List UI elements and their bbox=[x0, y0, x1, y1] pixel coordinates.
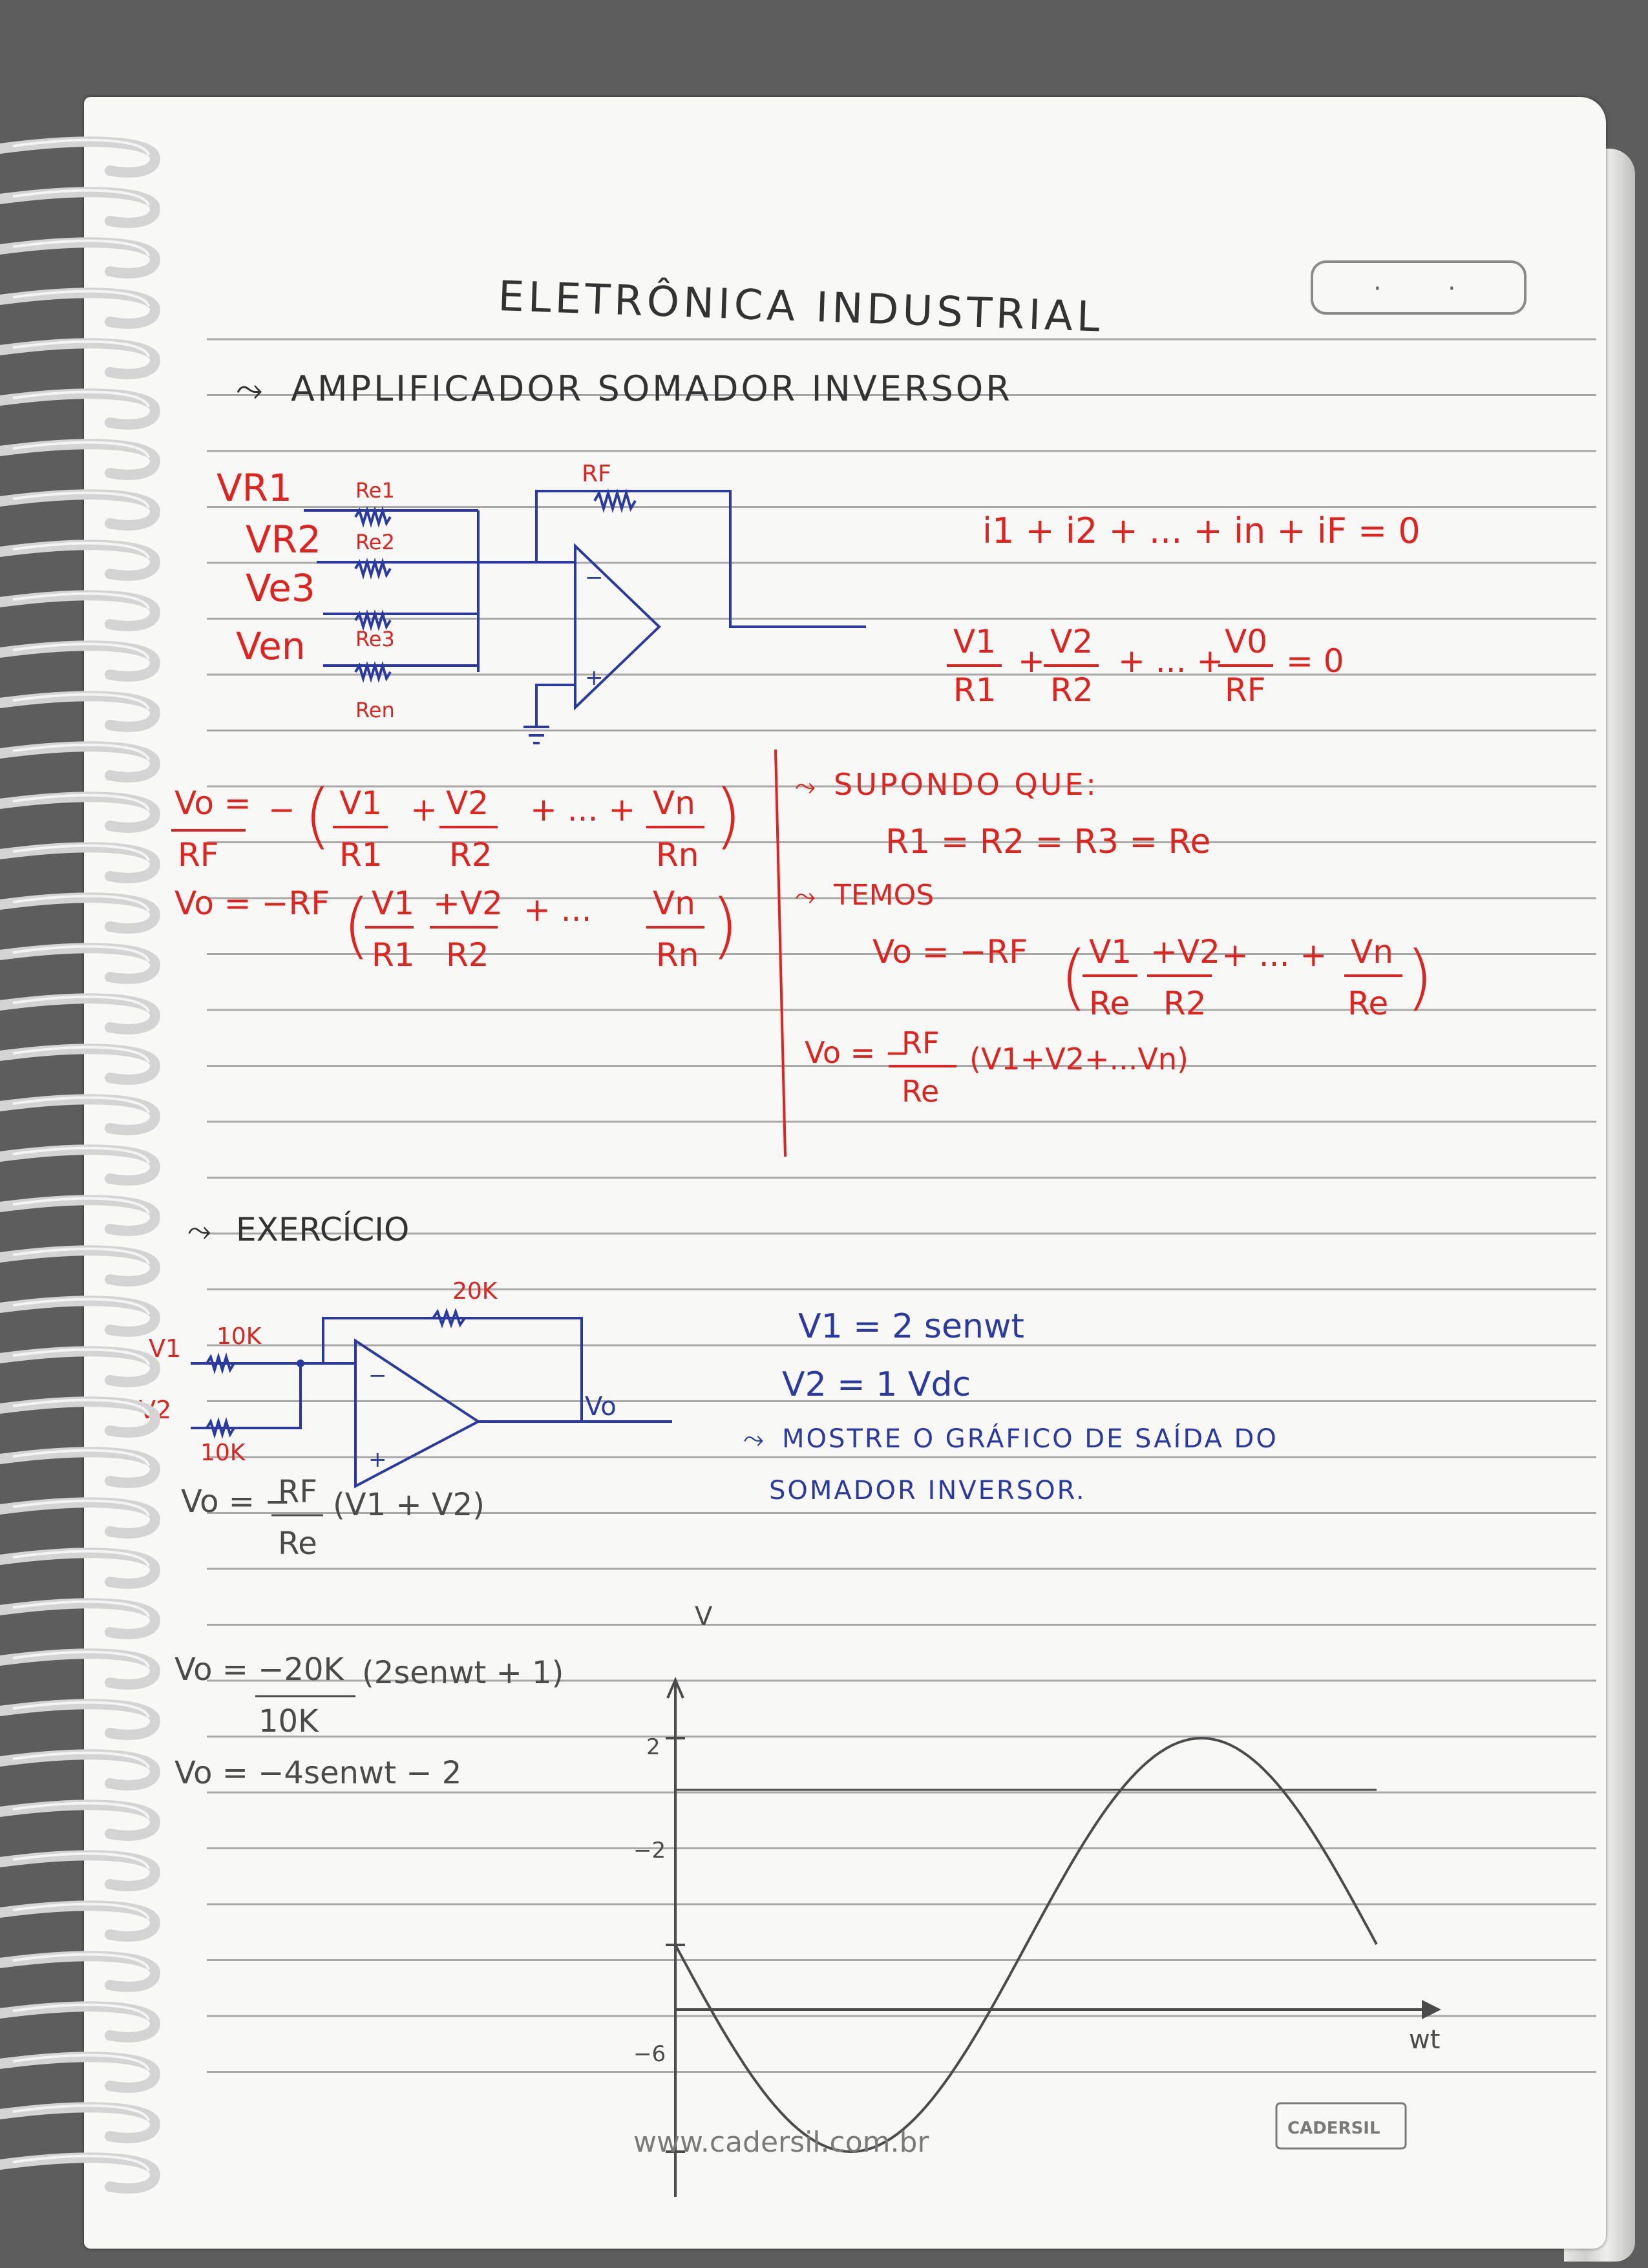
svg-text:V0: V0 bbox=[1225, 623, 1268, 660]
binding-ring bbox=[0, 948, 155, 979]
ruled-lines bbox=[207, 339, 1596, 2072]
opamp-plus: + bbox=[585, 665, 604, 691]
date-dot-1: · bbox=[1373, 274, 1382, 304]
y-tick-label-2: 2 bbox=[646, 1734, 660, 1760]
final-equation bbox=[805, 1025, 1188, 1109]
binding-ring bbox=[0, 1099, 155, 1130]
brand-logo: CADERSIL bbox=[1287, 2119, 1380, 2138]
svg-text:V1: V1 bbox=[339, 784, 383, 822]
input-label-3: Ve3 bbox=[246, 566, 315, 610]
date-box bbox=[1312, 262, 1525, 313]
svg-text:+: + bbox=[1018, 642, 1045, 680]
binding-ring bbox=[0, 1502, 155, 1533]
svg-text:Vn: Vn bbox=[653, 885, 695, 922]
svg-text:Re: Re bbox=[278, 1526, 317, 1562]
svg-text:R1: R1 bbox=[372, 936, 415, 974]
y-tick-label-neg2: −2 bbox=[633, 1838, 666, 1864]
ex-r2-label: 10K bbox=[200, 1440, 246, 1466]
svg-text:RF: RF bbox=[178, 836, 219, 874]
svg-text:RF: RF bbox=[278, 1474, 317, 1510]
binding-ring bbox=[0, 1049, 155, 1080]
input-label-1: VR1 bbox=[217, 466, 292, 510]
task-line-2: SOMADOR INVERSOR. bbox=[769, 1476, 1086, 1506]
work-equation-2 bbox=[174, 1652, 564, 1739]
svg-text:(V1+V2+...Vn): (V1+V2+...Vn) bbox=[969, 1042, 1188, 1076]
arrow-icon: ⤳ bbox=[795, 772, 816, 801]
binding-ring bbox=[0, 2158, 155, 2189]
binding-ring bbox=[0, 847, 155, 878]
svg-text:Vo = −: Vo = − bbox=[805, 1035, 910, 1070]
svg-text:(: ( bbox=[1060, 936, 1088, 1018]
binding-ring bbox=[0, 2107, 155, 2138]
current-equation: i1 + i2 + ... + in + iF = 0 bbox=[982, 510, 1421, 551]
svg-text:−: − bbox=[268, 791, 295, 828]
svg-text:R1: R1 bbox=[339, 836, 383, 874]
svg-text:Vo =: Vo = bbox=[174, 784, 251, 822]
svg-text:+V2: +V2 bbox=[1150, 933, 1220, 971]
ex-opamp-plus: + bbox=[368, 1447, 387, 1473]
ground-symbol bbox=[523, 727, 549, 743]
svg-text:): ) bbox=[1406, 936, 1433, 1018]
date-dot-2: · bbox=[1448, 274, 1456, 304]
svg-text:): ) bbox=[714, 774, 742, 857]
binding-ring bbox=[0, 242, 155, 273]
temos-label: TEMOS bbox=[834, 879, 935, 912]
ex-v1-label: V1 bbox=[149, 1334, 182, 1363]
opamp-minus: − bbox=[585, 565, 604, 591]
binding-ring bbox=[0, 746, 155, 777]
arrow-icon: ⤳ bbox=[236, 370, 263, 409]
ex-v2-label: V2 bbox=[139, 1396, 172, 1424]
feedback-resistor-label: RF bbox=[582, 461, 611, 487]
svg-text:+ ... +: + ... + bbox=[530, 791, 636, 828]
vo-equation-1 bbox=[171, 774, 742, 874]
svg-text:R2: R2 bbox=[446, 936, 489, 974]
svg-text:Rn: Rn bbox=[656, 936, 699, 974]
binding-ring bbox=[0, 1805, 155, 1836]
svg-text:RF: RF bbox=[1225, 671, 1266, 709]
binding-ring bbox=[0, 2006, 155, 2037]
notebook-sheet bbox=[84, 97, 1606, 2249]
binding-ring bbox=[0, 444, 155, 475]
svg-text:Re: Re bbox=[1347, 985, 1389, 1022]
binding-ring bbox=[0, 1452, 155, 1483]
binding-ring bbox=[0, 1956, 155, 1987]
binding-ring bbox=[0, 142, 155, 173]
binding-ring bbox=[0, 2057, 155, 2088]
binding-ring bbox=[0, 1553, 155, 1584]
vo-equation-2 bbox=[174, 884, 739, 974]
work-equation-3: Vo = −4senwt − 2 bbox=[174, 1755, 462, 1791]
ex-opamp-minus: − bbox=[368, 1363, 387, 1389]
svg-text:R2: R2 bbox=[1163, 985, 1207, 1022]
binding-ring bbox=[0, 1754, 155, 1785]
svg-text:Re: Re bbox=[902, 1074, 940, 1109]
binding-ring bbox=[0, 595, 155, 626]
binding-ring bbox=[0, 898, 155, 929]
arrow-icon: ⤳ bbox=[187, 1213, 211, 1248]
svg-text:+ ... +: + ... + bbox=[1221, 936, 1327, 974]
resistor-label-3: Re3 bbox=[355, 627, 395, 651]
binding-ring bbox=[0, 494, 155, 525]
voltage-equation bbox=[947, 623, 1344, 709]
svg-text:): ) bbox=[711, 884, 739, 967]
svg-text:V1: V1 bbox=[372, 885, 415, 922]
resistor-label-1: Re1 bbox=[355, 478, 395, 503]
svg-text:(V1 + V2): (V1 + V2) bbox=[333, 1487, 485, 1523]
noninverting-input-wire bbox=[536, 685, 575, 727]
arrow-icon: ⤳ bbox=[795, 881, 816, 911]
ex-rf-label: 20K bbox=[452, 1278, 498, 1305]
ex-r1-label: 10K bbox=[217, 1323, 262, 1350]
binding-ring bbox=[0, 1603, 155, 1634]
svg-text:Vo = −RF: Vo = −RF bbox=[872, 933, 1028, 971]
section2-title: EXERCÍCIO bbox=[236, 1211, 410, 1248]
task-line-1: MOSTRE O GRÁFICO DE SAÍDA DO bbox=[782, 1424, 1278, 1454]
svg-text:V1: V1 bbox=[953, 623, 997, 660]
binding-ring bbox=[0, 998, 155, 1029]
notebook-page bbox=[84, 97, 1606, 2249]
svg-text:= 0: = 0 bbox=[1286, 642, 1344, 680]
ex-input-wire-2 bbox=[191, 1363, 301, 1428]
binding-ring bbox=[0, 1200, 155, 1231]
svg-text:R1: R1 bbox=[953, 671, 997, 709]
svg-text:10K: 10K bbox=[259, 1703, 319, 1739]
ex-junction-dot bbox=[297, 1360, 304, 1367]
svg-text:Vo = −RF: Vo = −RF bbox=[174, 885, 330, 922]
binding-ring bbox=[0, 343, 155, 374]
y-tick-label-neg6: −6 bbox=[633, 2041, 666, 2067]
resistor-zigzag-2 bbox=[355, 562, 390, 575]
svg-text:RF: RF bbox=[902, 1025, 940, 1060]
binding-ring bbox=[0, 1906, 155, 1937]
svg-text:Re: Re bbox=[1089, 985, 1130, 1022]
binding-ring bbox=[0, 1704, 155, 1735]
page-title: ELETRÔNICA INDUSTRIAL bbox=[497, 273, 1104, 342]
binding-ring bbox=[0, 293, 155, 324]
svg-text:R2: R2 bbox=[1050, 671, 1093, 709]
svg-text:Vo = −20K: Vo = −20K bbox=[174, 1652, 344, 1688]
feedback-wire bbox=[536, 491, 866, 627]
svg-text:V2: V2 bbox=[1050, 623, 1093, 660]
input-label-2: VR2 bbox=[246, 518, 321, 562]
svg-text:(: ( bbox=[304, 774, 332, 857]
resistor-zigzag-3 bbox=[355, 614, 390, 627]
spiral-binding bbox=[0, 0, 194, 2268]
binding-ring bbox=[0, 1301, 155, 1332]
suppose-equation: R1 = R2 = R3 = Re bbox=[885, 823, 1211, 861]
given-v2: V2 = 1 Vdc bbox=[782, 1365, 971, 1404]
svg-text:Vn: Vn bbox=[1351, 933, 1393, 971]
given-v1: V1 = 2 senwt bbox=[798, 1307, 1024, 1346]
footer-url: www.cadersil.com.br bbox=[633, 2126, 929, 2159]
ex-vo-label: Vo bbox=[585, 1392, 617, 1422]
binding-ring bbox=[0, 192, 155, 223]
binding-ring bbox=[0, 797, 155, 828]
binding-ring bbox=[0, 394, 155, 425]
binding-ring bbox=[0, 1250, 155, 1281]
binding-ring bbox=[0, 1351, 155, 1382]
svg-text:+ ...: + ... bbox=[523, 891, 592, 929]
svg-text:V1: V1 bbox=[1089, 933, 1132, 971]
resistor-label-4: Ren bbox=[355, 698, 395, 722]
svg-text:(2senwt + 1): (2senwt + 1) bbox=[362, 1655, 564, 1691]
binding-ring bbox=[0, 1855, 155, 1886]
svg-text:(: ( bbox=[343, 884, 370, 967]
section1-title: AMPLIFICADOR SOMADOR INVERSOR bbox=[291, 368, 1013, 409]
x-axis-label: wt bbox=[1409, 2025, 1441, 2055]
binding-ring bbox=[0, 545, 155, 576]
resistor-label-2: Re2 bbox=[355, 530, 395, 554]
svg-text:R2: R2 bbox=[449, 836, 492, 874]
svg-text:+: + bbox=[410, 791, 438, 828]
arrow-icon: ⤳ bbox=[743, 1424, 764, 1454]
binding-ring bbox=[0, 1654, 155, 1685]
output-waveform bbox=[675, 1738, 1377, 2152]
svg-text:V2: V2 bbox=[446, 784, 489, 822]
svg-text:Vn: Vn bbox=[653, 784, 695, 822]
output-graph bbox=[633, 1602, 1441, 2197]
resistor-zigzag-4 bbox=[355, 666, 390, 678]
svg-text:+ ... +: + ... + bbox=[1118, 642, 1224, 680]
binding-ring bbox=[0, 1402, 155, 1433]
svg-text:Vo = −: Vo = − bbox=[181, 1484, 291, 1520]
binding-ring bbox=[0, 696, 155, 727]
temos-equation bbox=[872, 933, 1433, 1022]
suppose-label: SUPONDO QUE: bbox=[834, 767, 1099, 802]
work-equation-1 bbox=[181, 1474, 485, 1562]
binding-ring bbox=[0, 1150, 155, 1181]
svg-text:Rn: Rn bbox=[656, 836, 699, 874]
input-label-4: Ven bbox=[236, 624, 306, 668]
binding-ring bbox=[0, 646, 155, 677]
svg-text:+V2: +V2 bbox=[433, 885, 503, 922]
y-axis-label: V bbox=[695, 1602, 713, 1632]
resistor-zigzag-1 bbox=[355, 510, 390, 523]
